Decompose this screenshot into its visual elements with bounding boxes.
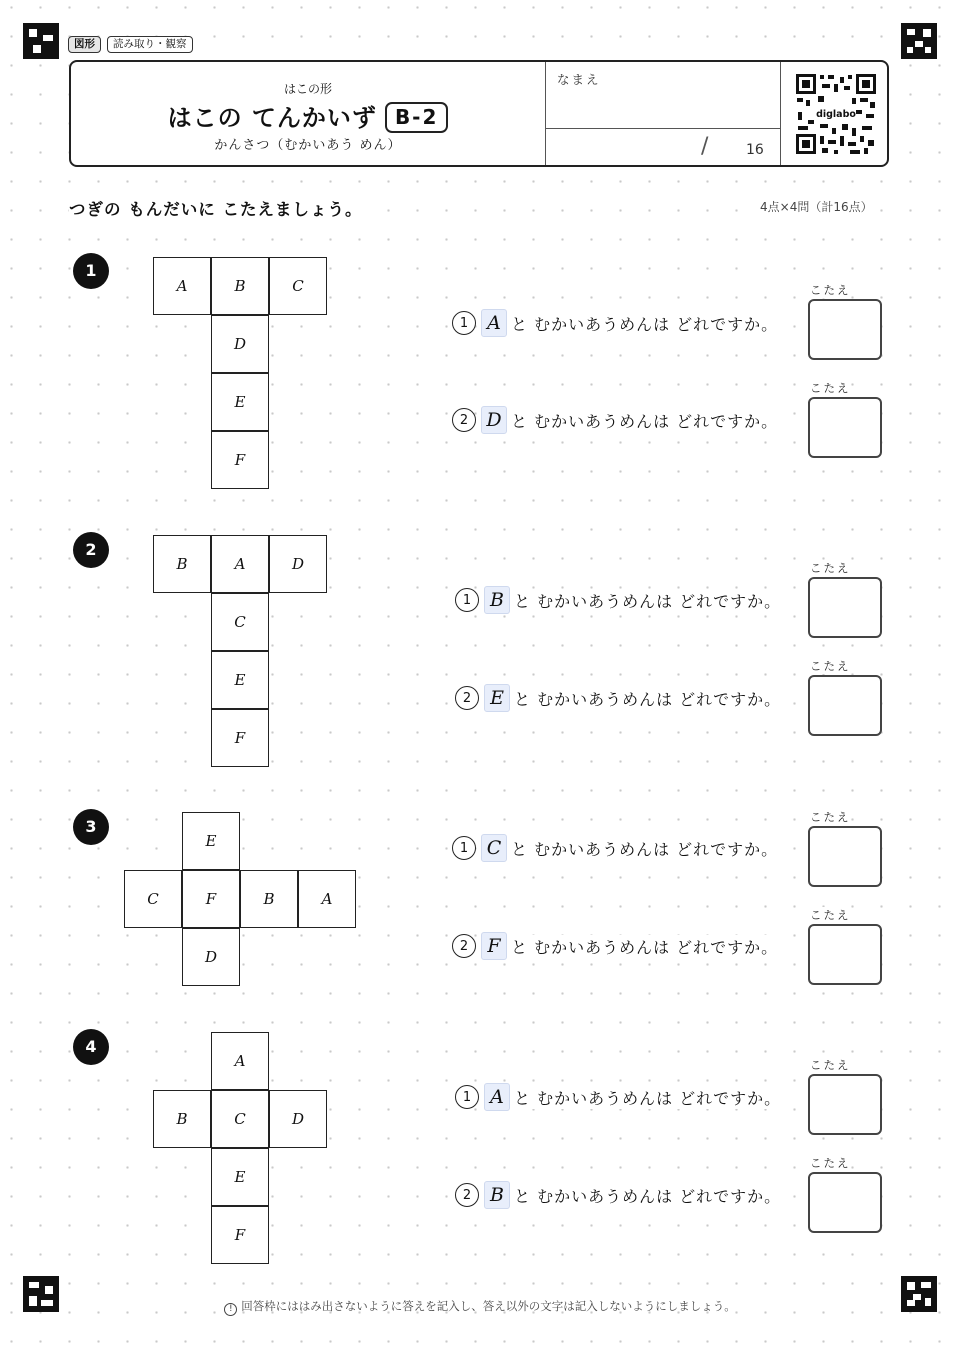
- page-title: [71, 98, 545, 133]
- net-face: B: [211, 257, 269, 315]
- question-text: と むかいあうめんは どれですか。: [511, 935, 778, 958]
- net-face: C: [211, 1090, 269, 1148]
- answer-box[interactable]: [808, 1074, 882, 1135]
- net-face: B: [153, 535, 211, 593]
- question: [452, 932, 778, 960]
- net-face: D: [269, 1090, 327, 1148]
- score-total: 16: [746, 142, 764, 158]
- answer-box[interactable]: [808, 675, 882, 736]
- face-label: A: [481, 309, 507, 337]
- answer-label: こたえ: [810, 908, 851, 922]
- net-face: D: [269, 535, 327, 593]
- corner-marker-top-right: [901, 23, 937, 59]
- face-label: E: [484, 684, 510, 712]
- question-number: 2: [455, 686, 479, 710]
- answer-box[interactable]: [808, 577, 882, 638]
- answer-box[interactable]: [808, 826, 882, 887]
- net-face: D: [182, 928, 240, 986]
- question: [452, 309, 778, 337]
- question-text: と むかいあうめんは どれですか。: [511, 312, 778, 335]
- question: [455, 684, 781, 712]
- answer-label: こたえ: [810, 810, 851, 824]
- divider: [780, 62, 781, 165]
- question-text: と むかいあうめんは どれですか。: [514, 687, 781, 710]
- question-text: と むかいあうめんは どれですか。: [514, 589, 781, 612]
- net-face: A: [211, 1032, 269, 1090]
- net-face: F: [211, 431, 269, 489]
- net-face: F: [211, 709, 269, 767]
- face-label: A: [484, 1083, 510, 1111]
- category-tags: [68, 36, 193, 53]
- question-text: と むかいあうめんは どれですか。: [514, 1184, 781, 1207]
- question-number: 2: [452, 408, 476, 432]
- answer-label: こたえ: [810, 1058, 851, 1072]
- answer-label: こたえ: [810, 381, 851, 395]
- answer-box[interactable]: [808, 1172, 882, 1233]
- net-face: E: [211, 373, 269, 431]
- qr-code-icon: [794, 72, 878, 156]
- question-number: 2: [452, 934, 476, 958]
- net-face: C: [269, 257, 327, 315]
- instruction: つぎの もんだいに こたえましょう。: [69, 196, 363, 220]
- worksheet-header: [69, 60, 889, 167]
- category-tag: 図形: [68, 36, 101, 53]
- corner-marker-top-left: [23, 23, 59, 59]
- question: [455, 1083, 781, 1111]
- header-subtitle: はこの形: [283, 82, 332, 96]
- face-label: B: [484, 1181, 510, 1209]
- problem-number: 3: [73, 809, 109, 845]
- net-face: D: [211, 315, 269, 373]
- answer-box[interactable]: [808, 299, 882, 360]
- net-face: B: [240, 870, 298, 928]
- net-face: E: [211, 651, 269, 709]
- question-text: と むかいあうめんは どれですか。: [514, 1086, 781, 1109]
- points-note: 4点×4問（計16点）: [760, 200, 873, 214]
- net-face: C: [124, 870, 182, 928]
- problem-number: 2: [73, 532, 109, 568]
- face-label: B: [484, 586, 510, 614]
- net-face: A: [211, 535, 269, 593]
- divider: [545, 62, 546, 165]
- question-number: 1: [455, 588, 479, 612]
- answer-label: こたえ: [810, 561, 851, 575]
- problem-number: 1: [73, 253, 109, 289]
- answer-box[interactable]: [808, 924, 882, 985]
- question-text: と むかいあうめんは どれですか。: [511, 837, 778, 860]
- info-icon: !: [224, 1303, 237, 1316]
- question: [452, 406, 778, 434]
- net-face: A: [298, 870, 356, 928]
- net-face: E: [211, 1148, 269, 1206]
- net-face: C: [211, 593, 269, 651]
- divider: [545, 128, 780, 129]
- answer-label: こたえ: [810, 659, 851, 673]
- face-label: D: [481, 406, 507, 434]
- net-face: F: [211, 1206, 269, 1264]
- score-slash: /: [701, 134, 709, 159]
- net-face: F: [182, 870, 240, 928]
- question-number: 2: [455, 1183, 479, 1207]
- net-face: B: [153, 1090, 211, 1148]
- question: [452, 834, 778, 862]
- problem-number: 4: [73, 1029, 109, 1065]
- answer-label: こたえ: [810, 1156, 851, 1170]
- footer-text: 回答枠にははみ出さないように答えを記入し、答え以外の文字は記入しないようにしましょう。: [241, 1299, 736, 1313]
- question-number: 1: [452, 836, 476, 860]
- name-field-label: なまえ: [557, 72, 601, 87]
- question-number: 1: [455, 1085, 479, 1109]
- net-face: A: [153, 257, 211, 315]
- face-label: C: [481, 834, 507, 862]
- face-label: F: [481, 932, 507, 960]
- question-number: 1: [452, 311, 476, 335]
- qr-label: diglabo: [816, 109, 856, 120]
- answer-box[interactable]: [808, 397, 882, 458]
- footer-note: [0, 1298, 960, 1316]
- answer-label: こたえ: [810, 283, 851, 297]
- question-text: と むかいあうめんは どれですか。: [511, 409, 778, 432]
- question: [455, 586, 781, 614]
- header-note: かんさつ（むかいあう めん）: [214, 138, 402, 153]
- net-face: E: [182, 812, 240, 870]
- category-tag: 読み取り・観察: [107, 36, 193, 53]
- worksheet-code: B-2: [385, 102, 448, 133]
- question: [455, 1181, 781, 1209]
- title-text: はこの てんかいず: [167, 104, 377, 132]
